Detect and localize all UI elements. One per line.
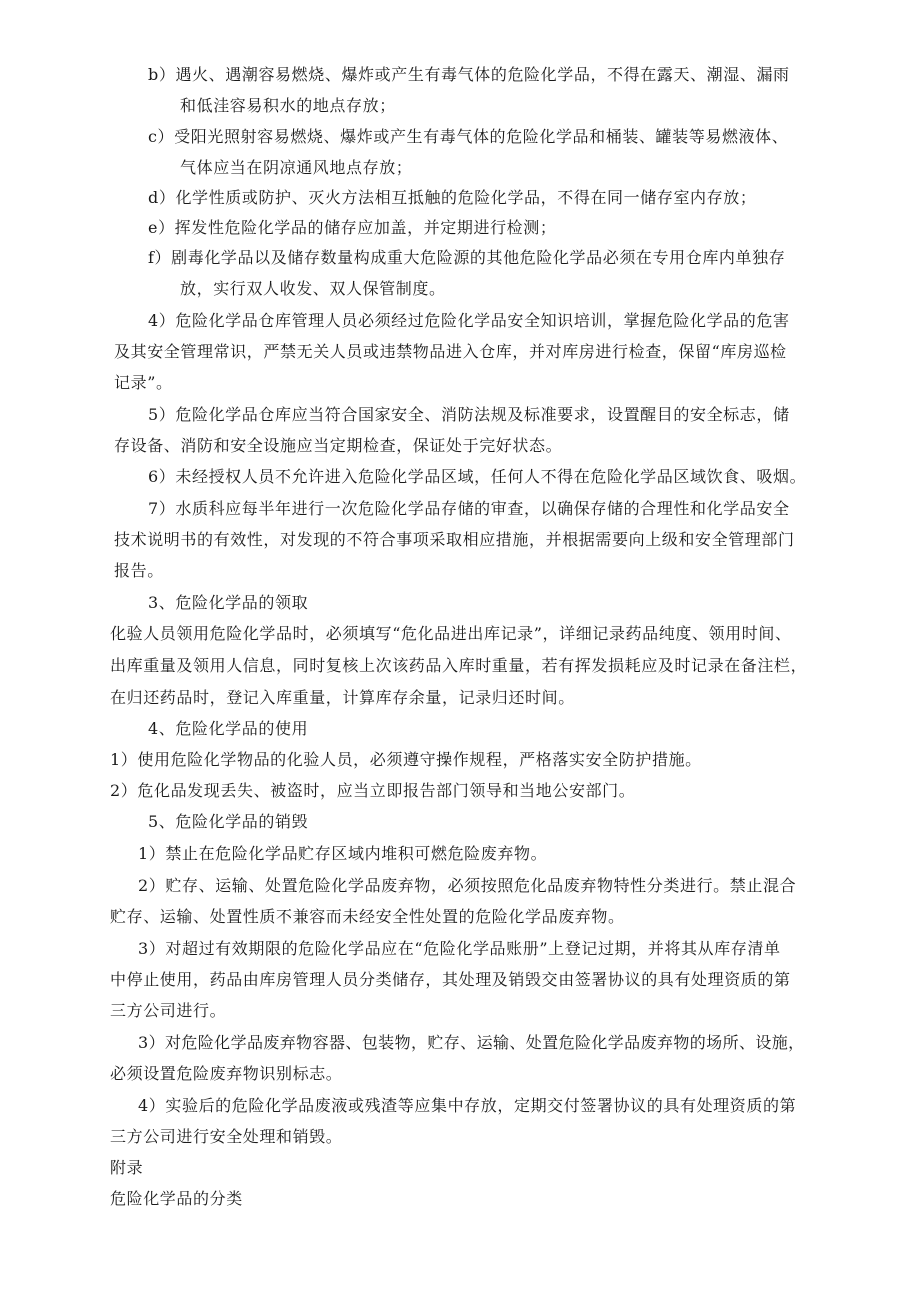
text-line: 三方公司进行。 [110,1001,227,1020]
text-line: 1）禁止在危险化学品贮存区域内堆积可燃危险废弃物。 [138,844,548,863]
text-line: 在归还药品时，登记入库重量，计算库存余量，记录归还时间。 [110,688,575,707]
text-line: 出库重量及领用人信息，同时复核上次该药品入库时重量，若有挥发损耗应及时记录在备注栏， [110,656,808,675]
appendix-heading: 附录 [110,1158,144,1177]
text-line: d）化学性质或防护、灭火方法相互抵触的危险化学品，不得在同一储存室内存放； [148,188,757,207]
text-line: 及其安全管理常识，严禁无关人员或违禁物品进入仓库，并对库房进行检查，保留“库房巡检 [114,342,787,361]
text-line: 贮存、运输、处置性质不兼容而未经安全性处置的危险化学品废弃物。 [110,907,625,926]
text-line: 技术说明书的有效性，对发现的不符合事项采取相应措施，并根据需要向上级和安全管理部门 [114,530,795,549]
text-line: 3）对超过有效期限的危险化学品应在“危险化学品账册”上登记过期，并将其从库存清单 [138,939,781,958]
text-line: 2）危化品发现丢失、被盗时，应当立即报告部门领导和当地公安部门。 [110,781,636,800]
text-line: 气体应当在阴凉通风地点存放； [180,158,413,177]
text-line: 7）水质科应每半年进行一次危险化学品存储的审查，以确保存储的合理性和化学品安全 [148,499,790,518]
text-line: 存设备、消防和安全设施应当定期检查，保证处于完好状态。 [114,436,563,455]
text-line: 3）对危险化学品废弃物容器、包装物，贮存、运输、处置危险化学品废弃物的场所、设施， [138,1033,805,1052]
text-line: f）剧毒化学品以及储存数量构成重大危险源的其他危险化学品必须在专用仓库内单独存 [148,248,786,267]
text-line: 放，实行双人收发、双人保管制度。 [180,279,446,298]
text-line: e）挥发性危险化学品的储存应加盖，并定期进行检测； [148,218,557,237]
appendix-title: 危险化学品的分类 [110,1189,243,1208]
section-heading: 3、危险化学品的领取 [148,593,309,612]
text-line: 2）贮存、运输、处置危险化学品废弃物，必须按照危化品废弃物特性分类进行。禁止混合 [138,876,797,895]
text-line: 4）实验后的危险化学品废液或残渣等应集中存放，定期交付签署协议的具有处理资质的第 [138,1096,797,1115]
text-line: 必须设置危险废弃物识别标志。 [110,1064,343,1083]
text-line: 报告。 [114,561,164,580]
text-line: 记录”。 [114,373,173,392]
text-line: c）受阳光照射容易燃烧、爆炸或产生有毒气体的危险化学品和桶装、罐装等易燃液体、 [148,127,789,146]
section-heading: 4、危险化学品的使用 [148,719,309,738]
text-line: b）遇火、遇潮容易燃烧、爆炸或产生有毒气体的危险化学品，不得在露天、潮湿、漏雨 [148,65,790,84]
section-heading: 5、危险化学品的销毁 [148,812,309,831]
text-line: 中停止使用，药品由库房管理人员分类储存，其处理及销毁交由签署协议的具有处理资质的第 [110,970,791,989]
text-line: 化验人员领用危险化学品时，必须填写“危化品进出库记录”，详细记录药品纯度、领用时间、 [110,624,792,643]
text-line: 和低洼容易积水的地点存放； [180,96,396,115]
text-line: 1）使用危险化学物品的化验人员，必须遵守操作规程，严格落实安全防护措施。 [110,750,702,769]
text-line: 4）危险化学品仓库管理人员必须经过危险化学品安全知识培训，掌握危险化学品的危害 [148,311,790,330]
text-line: 三方公司进行安全处理和销毁。 [110,1127,343,1146]
text-line: 5）危险化学品仓库应当符合国家安全、消防法规及标准要求，设置醒目的安全标志，储 [148,405,790,424]
text-line: 6）未经授权人员不允许进入危险化学品区域，任何人不得在危险化学品区域饮食、吸烟。 [148,467,807,486]
